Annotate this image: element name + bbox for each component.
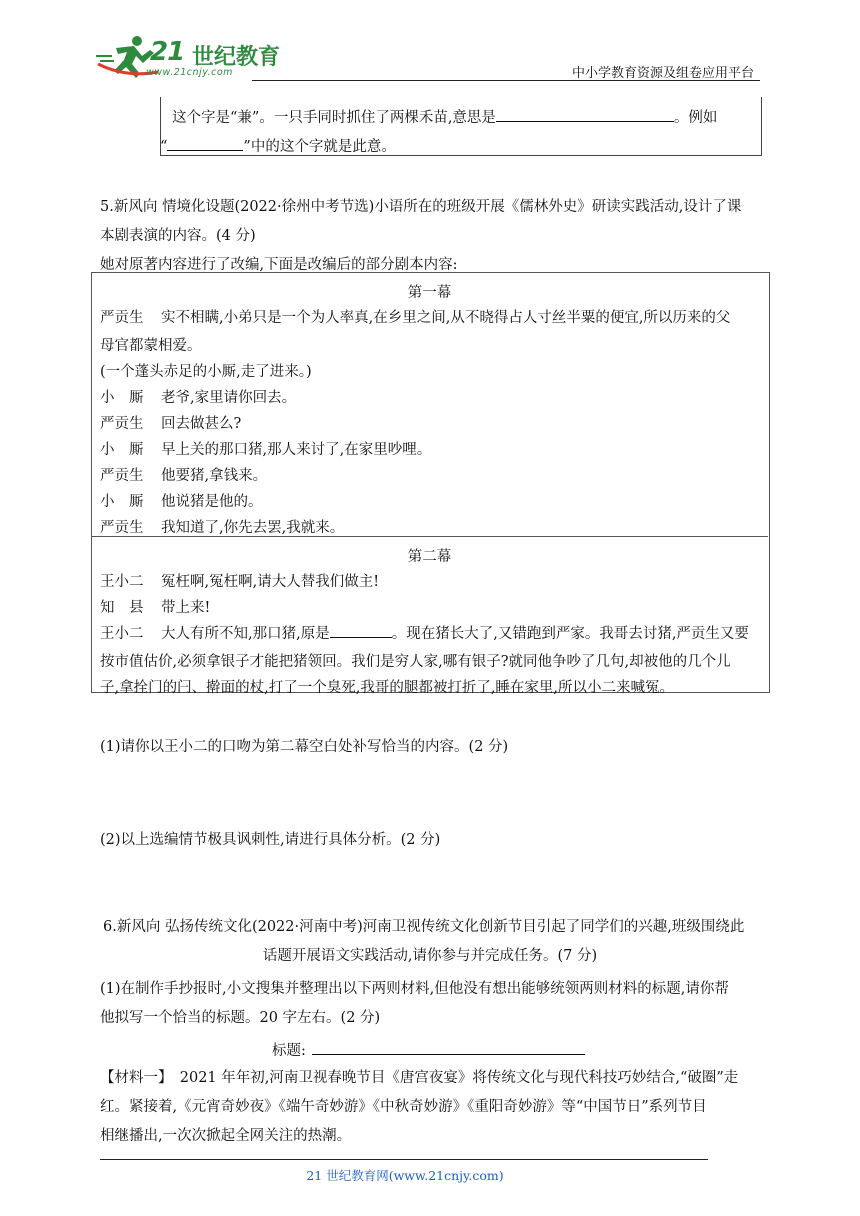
header-platform-text: 中小学教育资源及组卷应用平台	[571, 66, 754, 81]
question-6-heading-cont: 话题开展语文实践活动,请你参与并完成任务。(7 分)	[262, 948, 598, 964]
script-role: 严贡生	[100, 468, 144, 484]
question-5-heading: 5.新风向 情境化设题(2022·徐州中考节选)小语所在的班级开展《儒林外史》研读实践活动,设计了课	[100, 199, 742, 215]
script-line: 带上来!	[161, 600, 211, 616]
script-role: 小 厮	[100, 494, 144, 510]
question-5-intro: 她对原著内容进行了改编,下面是改编后的部分剧本内容:	[100, 257, 458, 273]
script-role: 知 县	[100, 600, 144, 616]
logo-number: 21	[150, 37, 185, 67]
title-label: 标题:	[272, 1043, 306, 1059]
act-2-title: 第二幕	[407, 549, 452, 565]
text-segment: 这个字是“兼”。一只手同时抓住了两棵禾苗,意思是	[172, 110, 496, 126]
title-answer-blank[interactable]	[312, 1040, 585, 1055]
logo-url: www.21cnjy.com	[146, 67, 233, 78]
script-line: 冤枉啊,冤枉啊,请大人替我们做主!	[161, 574, 380, 590]
script-role: 王小二	[100, 626, 144, 642]
script-role: 王小二	[100, 574, 144, 590]
text-segment: “	[160, 139, 168, 155]
script-line: 实不相瞒,小弟只是一个为人率真,在乡里之间,从不晓得占人寸丝半粟的便宜,所以历来的父	[161, 310, 731, 326]
question-6-part-1-cont: 他拟写一个恰当的标题。20 字左右。(2 分)	[100, 1010, 381, 1026]
answer-blank[interactable]	[496, 107, 674, 122]
text-segment: ”中的这个字就是此意。	[243, 139, 396, 155]
question-6-part-1: (1)在制作手抄报时,小文搜集并整理出以下两则材料,但他没有想出能够统领两则材料的标题,请你帮	[100, 981, 729, 997]
previous-question-line-1	[172, 106, 717, 127]
script-line: 母官都蒙相爱。	[100, 338, 202, 354]
script-role: 小 厮	[100, 442, 144, 458]
script-line: 他说猪是他的。	[161, 494, 263, 510]
script-role: 严贡生	[100, 416, 144, 432]
material-1-line: 【材料一】 2021 年年初,河南卫视春晚节目《唐宫夜宴》将传统文化与现代科技巧妙结合,“破圈”走	[100, 1070, 739, 1086]
footer-link[interactable]: 21 世纪教育网(www.21cnjy.com)	[306, 1168, 504, 1183]
script-role: 严贡生	[100, 310, 144, 326]
script-line: 子,拿拴门的闩、擀面的杖,打了一个臭死,我哥的腿都被打折了,睡在家里,所以小二来喊冤。	[100, 680, 675, 696]
question-6-heading: 6.新风向 弘扬传统文化(2022·河南中考)河南卫视传统文化创新节目引起了同学们的兴趣,班级围绕此	[103, 919, 745, 935]
material-1-line: 相继播出,一次次掀起全网关注的热潮。	[100, 1128, 352, 1144]
previous-question-line-2	[160, 135, 396, 156]
footer-rule	[100, 1159, 708, 1160]
logo-brand-text: 世纪教育	[192, 45, 281, 70]
script-line: 他要猪,拿钱来。	[161, 468, 268, 484]
act-1-title: 第一幕	[407, 285, 452, 301]
answer-blank[interactable]	[330, 623, 392, 638]
stage-direction: (一个蓬头赤足的小厮,走了进来。)	[100, 364, 312, 380]
script-role: 严贡生	[100, 520, 144, 536]
script-line: 早上关的那口猪,那人来讨了,在家里吵哩。	[161, 442, 432, 458]
script-line: 老爷,家里请你回去。	[161, 390, 297, 406]
answer-blank[interactable]	[167, 136, 243, 151]
question-5-heading-cont: 本剧表演的内容。(4 分)	[100, 228, 256, 244]
script-line: 我知道了,你先去罢,我就来。	[161, 520, 345, 536]
material-1-line: 红。紧接着,《元宵奇妙夜》《端午奇妙游》《中秋奇妙游》《重阳奇妙游》等“中国节日”系列节目	[100, 1099, 707, 1115]
text-segment: 。现在猪长大了,又错跑到严家。我哥去讨猪,严贡生又要	[391, 626, 749, 642]
script-line: 按市值估价,必须拿银子才能把猪领回。我们是穷人家,哪有银子?就同他争吵了几句,却被他的几个儿	[100, 654, 731, 670]
script-line	[161, 622, 749, 643]
text-segment: 大人有所不知,那口猪,原是	[161, 626, 330, 642]
script-role: 小 厮	[100, 390, 144, 406]
question-5-part-2: (2)以上选编情节极具讽刺性,请进行具体分析。(2 分)	[100, 832, 441, 848]
script-line: 回去做甚么?	[161, 416, 242, 432]
text-segment: 。例如	[673, 110, 718, 126]
question-5-part-1: (1)请你以王小二的口吻为第二幕空白处补写恰当的内容。(2 分)	[100, 739, 509, 755]
header-rule	[252, 80, 760, 81]
